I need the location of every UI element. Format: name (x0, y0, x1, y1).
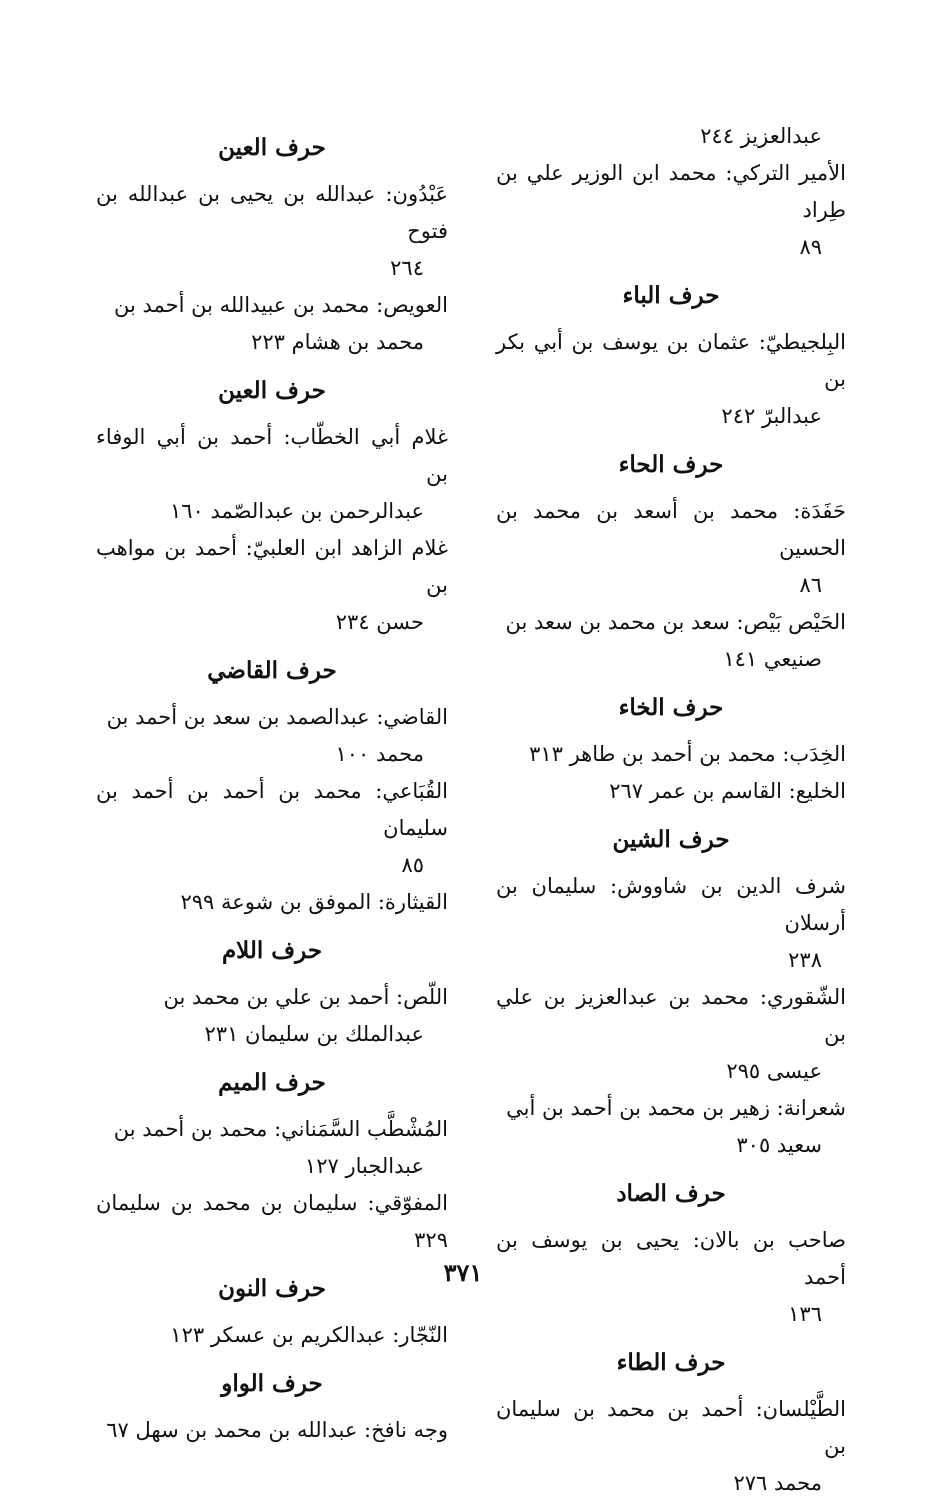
entry-text: النّجّار: عبدالكريم بن عسكر ١٢٣ (170, 1323, 448, 1347)
entry-text: وجه نافخ: عبدالله بن محمد بن سهل ٦٧ (106, 1418, 448, 1442)
entry-text: الطَّيْلسان: أحمد بن محمد بن سليمان بن (496, 1397, 846, 1458)
entry-continuation: ٨٩ (799, 235, 822, 259)
index-entry (96, 884, 448, 921)
entry-continuation: عبدالبرّ ٢٤٢ (721, 404, 822, 428)
entry-text: المُشْطَّب السَّمَناني: محمد بن أحمد بن (113, 1117, 448, 1141)
entry-continuation: سعيد ٣٠٥ (736, 1133, 822, 1157)
index-entry (96, 287, 448, 361)
index-entry (496, 736, 846, 773)
section-heading: حرف الشين (612, 826, 730, 853)
index-entry (496, 868, 846, 979)
entry-continuation: محمد ١٠٠ (335, 742, 424, 766)
index-entry (96, 1412, 448, 1449)
entry-continuation: عبدالرحمن بن عبدالصّمد ١٦٠ (169, 499, 424, 523)
section-heading: حرف الطاء (616, 1349, 726, 1376)
entry-text: القاضي: عبدالصمد بن سعد بن أحمد بن (106, 705, 448, 729)
index-entry (496, 324, 846, 435)
index-entry (96, 773, 448, 884)
entry-text: الحَيْص بَيْص: سعد بن محمد بن سعد بن (505, 610, 846, 634)
entry-text: صاحب بن بالان: يحيى بن يوسف بن أحمد (496, 1228, 846, 1289)
entry-text: البِلجيطيّ: عثمان بن يوسف بن أبي بكر بن (496, 330, 846, 391)
entry-text: غلام أبي الخطّاب: أحمد بن أبي الوفاء بن (96, 425, 448, 486)
entry-text: الخليع: القاسم بن عمر ٢٦٧ (609, 779, 846, 803)
entry-text: الخِدَب: محمد بن أحمد بن طاهر ٣١٣ (529, 742, 846, 766)
index-entry (96, 1111, 448, 1185)
section-heading: حرف العين (218, 377, 326, 404)
index-entry (96, 419, 448, 530)
entry-continuation: محمد ٢٧٦ (733, 1471, 822, 1495)
index-entry (96, 1317, 448, 1354)
entry-text: حَفَدَة: محمد بن أسعد بن محمد بن الحسين (496, 499, 846, 560)
section-heading: حرف الباء (622, 282, 720, 309)
entry-continuation: عبدالملك بن سليمان ٢٣١ (204, 1022, 424, 1046)
index-entry (96, 979, 448, 1053)
section-heading: حرف الصاد (616, 1180, 726, 1207)
index-entry (96, 176, 448, 287)
entry-text: غلام الزاهد ابن العلبيّ: أحمد بن مواهب بن (96, 536, 448, 597)
entry-continuation: حسن ٢٣٤ (335, 610, 424, 634)
index-entry (496, 1391, 846, 1502)
right-column (496, 118, 846, 1502)
entry-text: العويص: محمد بن عبيدالله بن أحمد بن (113, 293, 448, 317)
entry-text: عَبْدُون: عبدالله بن يحيى بن عبدالله بن فتوح (96, 182, 448, 243)
entry-continuation: ٨٦ (799, 573, 822, 597)
index-entry (496, 118, 846, 155)
index-entry (496, 493, 846, 604)
entry-continuation: ١٣٦ (788, 1302, 822, 1326)
entry-text: القُبَاعي: محمد بن أحمد بن أحمد بن سليمان (96, 779, 448, 840)
entry-text: الأمير التركي: محمد ابن الوزير علي بن طِراد (496, 161, 846, 222)
entry-text: شعرانة: زهير بن محمد بن أحمد بن أبي (506, 1096, 846, 1120)
entry-continuation: ٢٦٤ (390, 256, 424, 280)
section-heading: حرف الخاء (618, 694, 724, 721)
left-column (96, 118, 448, 1449)
index-entry (96, 699, 448, 773)
section-heading: حرف الميم (218, 1069, 326, 1096)
section-heading: حرف الحاء (618, 451, 724, 478)
entry-continuation: عبدالجبار ١٢٧ (304, 1154, 424, 1178)
section-heading: حرف القاضي (207, 657, 337, 684)
entry-continuation: عيسى ٢٩٥ (726, 1059, 822, 1083)
entry-text: القيثارة: الموفق بن شوعة ٢٩٩ (180, 890, 448, 914)
section-heading: حرف اللام (221, 937, 323, 964)
index-entry (96, 530, 448, 641)
entry-continuation: عبدالعزيز ٢٤٤ (700, 124, 822, 148)
entry-text: المفوّقي: سليمان بن محمد بن سليمان ٣٢٩ (96, 1191, 448, 1252)
index-entry (496, 773, 846, 810)
page-number: ٣٧١ (443, 1258, 483, 1287)
section-heading: حرف العين (218, 134, 326, 161)
index-entry (496, 155, 846, 266)
entry-text: الشّقوري: محمد بن عبدالعزيز بن علي بن (496, 985, 846, 1046)
entry-continuation: محمد بن هشام ٢٢٣ (251, 330, 424, 354)
index-entry (496, 1090, 846, 1164)
index-entry (96, 1185, 448, 1259)
section-heading: حرف النون (218, 1275, 326, 1302)
index-entry (496, 979, 846, 1090)
entry-text: اللّص: أحمد بن علي بن محمد بن (163, 985, 448, 1009)
entry-continuation: صنيعي ١٤١ (723, 647, 822, 671)
entry-continuation: ٢٣٨ (788, 948, 822, 972)
entry-continuation: ٨٥ (401, 853, 424, 877)
section-heading: حرف الواو (221, 1370, 323, 1397)
entry-text: شرف الدين بن شاووش: سليمان بن أرسلان (496, 874, 846, 935)
index-entry (496, 604, 846, 678)
